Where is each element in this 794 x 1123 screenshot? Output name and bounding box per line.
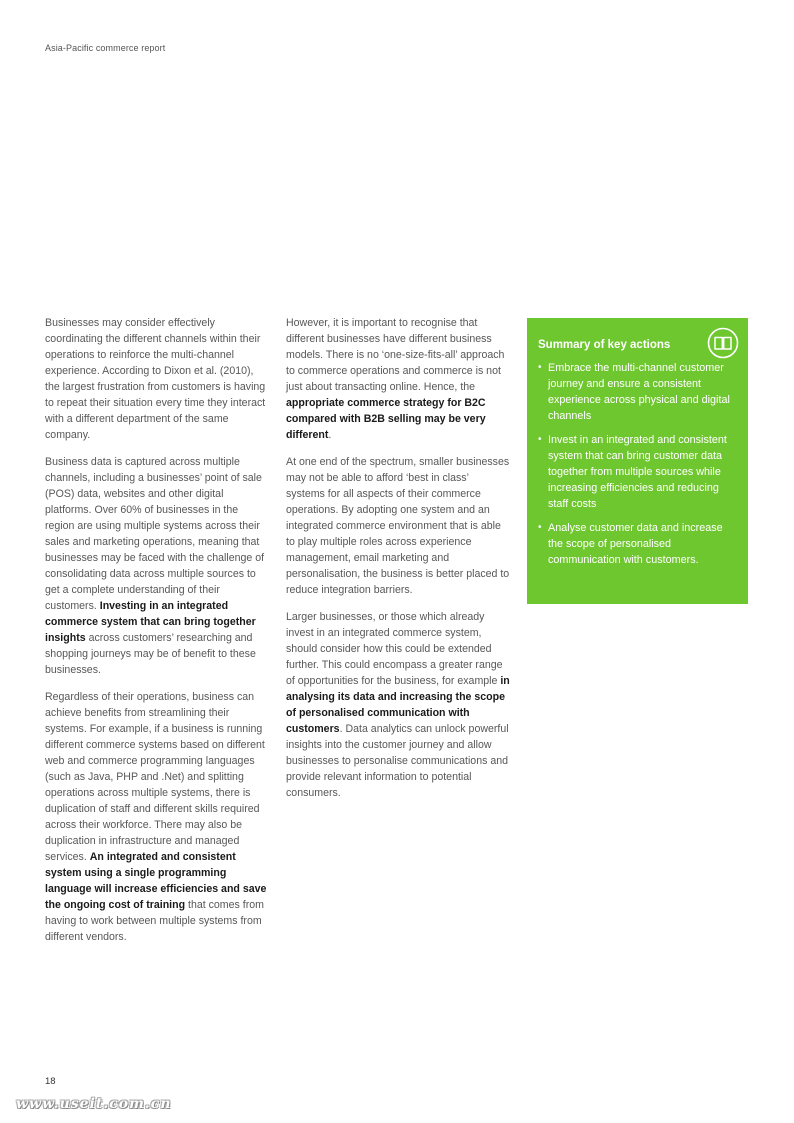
text: Larger businesses, or those which already invest in an integrated commerce system, should consider how this could be extended further. This could encompass a greater range of opportunities for the business, for example	[286, 611, 503, 687]
text: .	[328, 429, 332, 441]
text: However, it is important to recognise that different businesses have different business models. There is no ‘one-size-fits-all’ approach to commerce operations and commerce is not just about transacting online. Hence, the	[286, 317, 505, 393]
list-item	[538, 432, 736, 512]
paragraph	[286, 454, 510, 598]
summary-item-text: Embrace the multi-channel customer journey and ensure a consistent experience across physical and digital channels	[548, 362, 730, 422]
watermark: www.useit.com.cn	[16, 1096, 172, 1112]
text: that comes from having to work between multiple systems from different vendors.	[45, 899, 264, 943]
summary-item-text: Invest in an integrated and consistent system that can bring customer data together from multiple sources while increasing efficiencies and reducing staff costs	[548, 434, 727, 510]
bold-text: Investing in an integrated commerce system that can bring together insights	[45, 600, 256, 644]
text: At one end of the spectrum, smaller businesses may not be able to afford ‘best in class’ systems for all aspects of their commerce operations. By adopting one system and an integrated commerce environment that is able to play multiple roles across experience management, email marketing and personalisation, the business is better placed to reduce integration barriers.	[286, 456, 510, 596]
bold-text: in analysing its data and increasing the scope of personalised communication with customers	[286, 675, 510, 735]
bullet: •	[538, 362, 542, 373]
bullet: •	[538, 434, 542, 445]
paragraph	[286, 315, 510, 443]
list-item	[538, 520, 736, 568]
bullet: •	[538, 522, 542, 533]
list-item	[538, 360, 736, 424]
text: Business data is captured across multiple channels, including a businesses’ point of sale (POS) data, websites and other digital platforms. Over 60% of businesses in the region are using multiple systems across their sales and marketing operations, meaning that businesses may be faced with the challenge of consolidating data across multiple sources to get a complete understanding of their customers.	[45, 456, 265, 612]
body-column-2	[286, 315, 510, 812]
book-icon	[707, 327, 739, 359]
text: Regardless of their operations, business can achieve benefits from streamlining their systems. For example, if a business is running different commerce systems based on different web and commerce programming languages (such as Java, PHP and .Net) and splitting operations across multiple systems, there is duplication of staff and different skills required across their workforce. There may also be duplication in infrastructure and managed services.	[45, 691, 265, 863]
report-header: Asia-Pacific commerce report	[45, 43, 166, 53]
paragraph	[45, 454, 269, 678]
bold-text: appropriate commerce strategy for B2C compared with B2B selling may be very different	[286, 397, 486, 441]
text: across customers’ researching and shopping journeys may be of benefit to these businesses.	[45, 632, 256, 676]
summary-title: Summary of key actions	[538, 339, 671, 351]
summary-item-text: Analyse customer data and increase the scope of personalised communication with customers.	[548, 522, 723, 566]
paragraph	[45, 315, 269, 443]
paragraph	[45, 689, 269, 945]
summary-box	[527, 318, 748, 604]
summary-list	[538, 360, 736, 568]
text: . Data analytics can unlock powerful insights into the customer journey and allow businesses to personalise communications and provide relevant information to potential consumers.	[286, 723, 509, 799]
text: Businesses may consider effectively coordinating the different channels within their operations to reinforce the multi-channel experience. According to Dixon et al. (2010), the largest frustration from customers is having to repeat their situation every time they interact with a different department of the same company.	[45, 317, 266, 441]
paragraph	[286, 609, 510, 801]
body-column-1	[45, 315, 269, 956]
bold-text: An integrated and consistent system using a single programming language will increase efficiencies and save the ongoing cost of training	[45, 851, 267, 911]
page-number: 18	[45, 1076, 56, 1087]
